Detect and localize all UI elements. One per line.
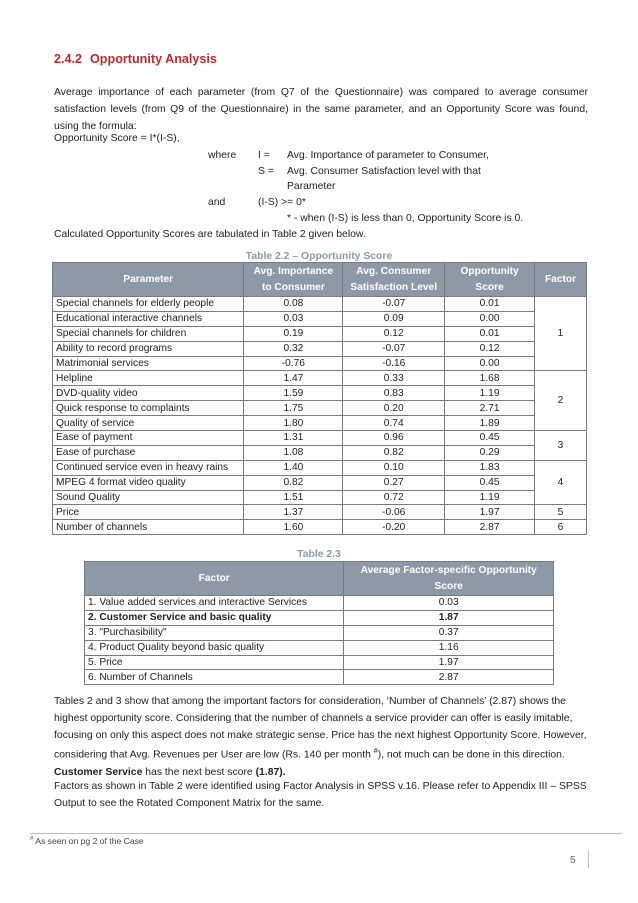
formula-i-definition: Avg. Importance of parameter to Consumer, (287, 150, 489, 161)
importance-cell: 1.59 (244, 386, 343, 401)
score-cell: 1.89 (445, 416, 535, 431)
score-cell: 1.19 (445, 490, 535, 505)
conclusion-text-2: ), not much can be done in this direction. (377, 749, 565, 761)
score-cell: 1.68 (445, 371, 535, 386)
score-cell: 0.29 (445, 445, 535, 460)
conclusion-bold-2: (1.87). (255, 766, 286, 778)
formula-s-symbol: S = (258, 166, 274, 177)
calc-note: Calculated Opportunity Scores are tabulated in Table 2 given below. (54, 229, 366, 240)
table-row (85, 625, 554, 640)
factor-name-cell: 1. Value added services and interactive Services (85, 596, 344, 611)
table-row (53, 520, 587, 535)
factor-score-table (84, 561, 554, 685)
formula-condition: (I-S) >= 0* (258, 197, 306, 208)
table-row (85, 596, 554, 611)
section-heading (54, 52, 217, 66)
factor-name-cell: 5. Price (85, 655, 344, 670)
footnote-text: As seen on pg 2 of the Case (33, 836, 144, 846)
footnote (30, 836, 144, 846)
table-row (53, 386, 587, 401)
parameter-cell: Educational interactive channels (53, 311, 244, 326)
header-opportunity-score: Opportunity Score (445, 263, 535, 297)
factor-score-cell: 0.37 (344, 625, 554, 640)
header-avg-importance: Avg. Importance to Consumer (244, 263, 343, 297)
importance-cell: 1.51 (244, 490, 343, 505)
factor-cell: 6 (535, 520, 587, 535)
table-row (85, 640, 554, 655)
page-number-divider (588, 850, 589, 868)
factor-cell: 4 (535, 460, 587, 505)
parameter-cell: Quick response to complaints (53, 401, 244, 416)
table-row (85, 670, 554, 685)
factor-cell: 2 (535, 371, 587, 431)
score-cell: 0.00 (445, 356, 535, 371)
header-factor: Factor (535, 263, 587, 297)
parameter-cell: Number of channels (53, 520, 244, 535)
formula-main: Opportunity Score = I*(I-S), (54, 133, 180, 144)
importance-cell: 1.31 (244, 431, 343, 446)
table-row (53, 341, 587, 356)
table-2-3-caption: Table 2.3 (297, 549, 341, 560)
factor-name-cell: 6. Number of Channels (85, 670, 344, 685)
footnote-mark: # (30, 836, 34, 843)
importance-cell: 1.37 (244, 505, 343, 520)
satisfaction-cell: 0.20 (343, 401, 445, 416)
conclusion-paragraph (54, 694, 588, 781)
factor-score-cell: 0.03 (344, 596, 554, 611)
parameter-cell: DVD-quality video (53, 386, 244, 401)
score-cell: 0.01 (445, 326, 535, 341)
parameter-cell: Special channels for elderly people (53, 297, 244, 312)
score-cell: 0.45 (445, 431, 535, 446)
table-row (53, 416, 587, 431)
factor-score-cell: 2.87 (344, 670, 554, 685)
header-factor-score: Average Factor-specific Opportunity Score (344, 562, 554, 596)
score-cell: 1.19 (445, 386, 535, 401)
score-cell: 0.01 (445, 297, 535, 312)
table-row (53, 505, 587, 520)
factor-cell: 1 (535, 297, 587, 371)
conclusion-text-1: Tables 2 and 3 show that among the important factors for consideration, ‘Number of Channels’ (2.87) shows the highest opportunity score. Considering that the number of channels a service provider can offer is easily imitable, focusing on only this aspect does not make strategic sense. Price has the next highest Opportunity Score. However, considering that Avg. Revenues per User are low (Rs. 140 per month (54, 696, 587, 761)
header-avg-satisfaction: Avg. Consumer Satisfaction Level (343, 263, 445, 297)
score-cell: 0.12 (445, 341, 535, 356)
parameter-cell: Continued service even in heavy rains (53, 460, 244, 475)
importance-cell: 1.47 (244, 371, 343, 386)
section-number: 2.4.2 (54, 52, 83, 66)
formula-and: and (208, 197, 226, 208)
satisfaction-cell: -0.06 (343, 505, 445, 520)
satisfaction-cell: 0.82 (343, 445, 445, 460)
conclusion-text-3: has the next best score (142, 766, 256, 778)
formula-note: * - when (I-S) is less than 0, Opportunity Score is 0. (287, 213, 524, 224)
importance-cell: 1.80 (244, 416, 343, 431)
importance-cell: -0.76 (244, 356, 343, 371)
factor-score-cell: 1.16 (344, 640, 554, 655)
score-cell: 0.45 (445, 475, 535, 490)
header-factor-name: Factor (85, 562, 344, 596)
importance-cell: 1.40 (244, 460, 343, 475)
parameter-cell: Quality of service (53, 416, 244, 431)
factors-note: Factors as shown in Table 2 were identified using Factor Analysis in SPSS v.16. Please refer to Appendix III – SPSS Output to see the Rotated Component Matrix for the same. (54, 781, 587, 809)
formula-s-definition: Avg. Consumer Satisfaction level with that (287, 166, 481, 177)
parameter-cell: Matrimonial services (53, 356, 244, 371)
importance-cell: 0.32 (244, 341, 343, 356)
satisfaction-cell: -0.07 (343, 297, 445, 312)
score-cell: 2.87 (445, 520, 535, 535)
factor-score-cell: 1.87 (344, 610, 554, 625)
footnote-divider (30, 833, 622, 834)
table-row (53, 490, 587, 505)
satisfaction-cell: 0.83 (343, 386, 445, 401)
factor-name-cell: 2. Customer Service and basic quality (85, 610, 344, 625)
intro-paragraph: Average importance of each parameter (from Q7 of the Questionnaire) was compared to average consumer satisfaction levels (from Q9 of the Questionnaire) in the same parameter, and an Opportunity Score was found, using the formula: (54, 87, 588, 132)
satisfaction-cell: -0.07 (343, 341, 445, 356)
importance-cell: 1.08 (244, 445, 343, 460)
score-cell: 0.00 (445, 311, 535, 326)
table-row (53, 460, 587, 475)
importance-cell: 0.19 (244, 326, 343, 341)
page-number: 5 (570, 855, 576, 866)
factor-score-cell: 1.97 (344, 655, 554, 670)
factor-cell: 5 (535, 505, 587, 520)
importance-cell: 0.08 (244, 297, 343, 312)
parameter-cell: Ease of purchase (53, 445, 244, 460)
table-row (53, 371, 587, 386)
satisfaction-cell: 0.10 (343, 460, 445, 475)
parameter-cell: Helpline (53, 371, 244, 386)
score-cell: 2.71 (445, 401, 535, 416)
importance-cell: 0.03 (244, 311, 343, 326)
table-row (53, 297, 587, 312)
importance-cell: 1.60 (244, 520, 343, 535)
table-2-2-caption: Table 2.2 – Opportunity Score (245, 251, 393, 262)
satisfaction-cell: -0.16 (343, 356, 445, 371)
formula-s-definition-cont: Parameter (287, 181, 336, 192)
section-title: Opportunity Analysis (90, 52, 217, 66)
table-row (85, 610, 554, 625)
parameter-cell: Ability to record programs (53, 341, 244, 356)
satisfaction-cell: -0.20 (343, 520, 445, 535)
satisfaction-cell: 0.33 (343, 371, 445, 386)
parameter-cell: Price (53, 505, 244, 520)
satisfaction-cell: 0.27 (343, 475, 445, 490)
parameter-cell: MPEG 4 format video quality (53, 475, 244, 490)
importance-cell: 1.75 (244, 401, 343, 416)
parameter-cell: Special channels for children (53, 326, 244, 341)
satisfaction-cell: 0.96 (343, 431, 445, 446)
formula-i-symbol: I = (258, 150, 270, 161)
factor-name-cell: 4. Product Quality beyond basic quality (85, 640, 344, 655)
satisfaction-cell: 0.72 (343, 490, 445, 505)
satisfaction-cell: 0.74 (343, 416, 445, 431)
table-row (85, 655, 554, 670)
table-row (53, 311, 587, 326)
table-row (53, 431, 587, 446)
opportunity-score-table (52, 262, 587, 535)
parameter-cell: Sound Quality (53, 490, 244, 505)
conclusion-bold-1: Customer Service (54, 766, 143, 778)
table-row (53, 475, 587, 490)
score-cell: 1.97 (445, 505, 535, 520)
table-row (53, 326, 587, 341)
table-row (53, 356, 587, 371)
footnote-marker: # (373, 748, 378, 756)
formula-where: where (208, 150, 237, 161)
satisfaction-cell: 0.12 (343, 326, 445, 341)
factor-name-cell: 3. "Purchasibility" (85, 625, 344, 640)
parameter-cell: Ease of payment (53, 431, 244, 446)
table-row (53, 445, 587, 460)
importance-cell: 0.82 (244, 475, 343, 490)
score-cell: 1.83 (445, 460, 535, 475)
factor-cell: 3 (535, 431, 587, 461)
table-row (53, 401, 587, 416)
satisfaction-cell: 0.09 (343, 311, 445, 326)
header-parameter: Parameter (53, 263, 244, 297)
